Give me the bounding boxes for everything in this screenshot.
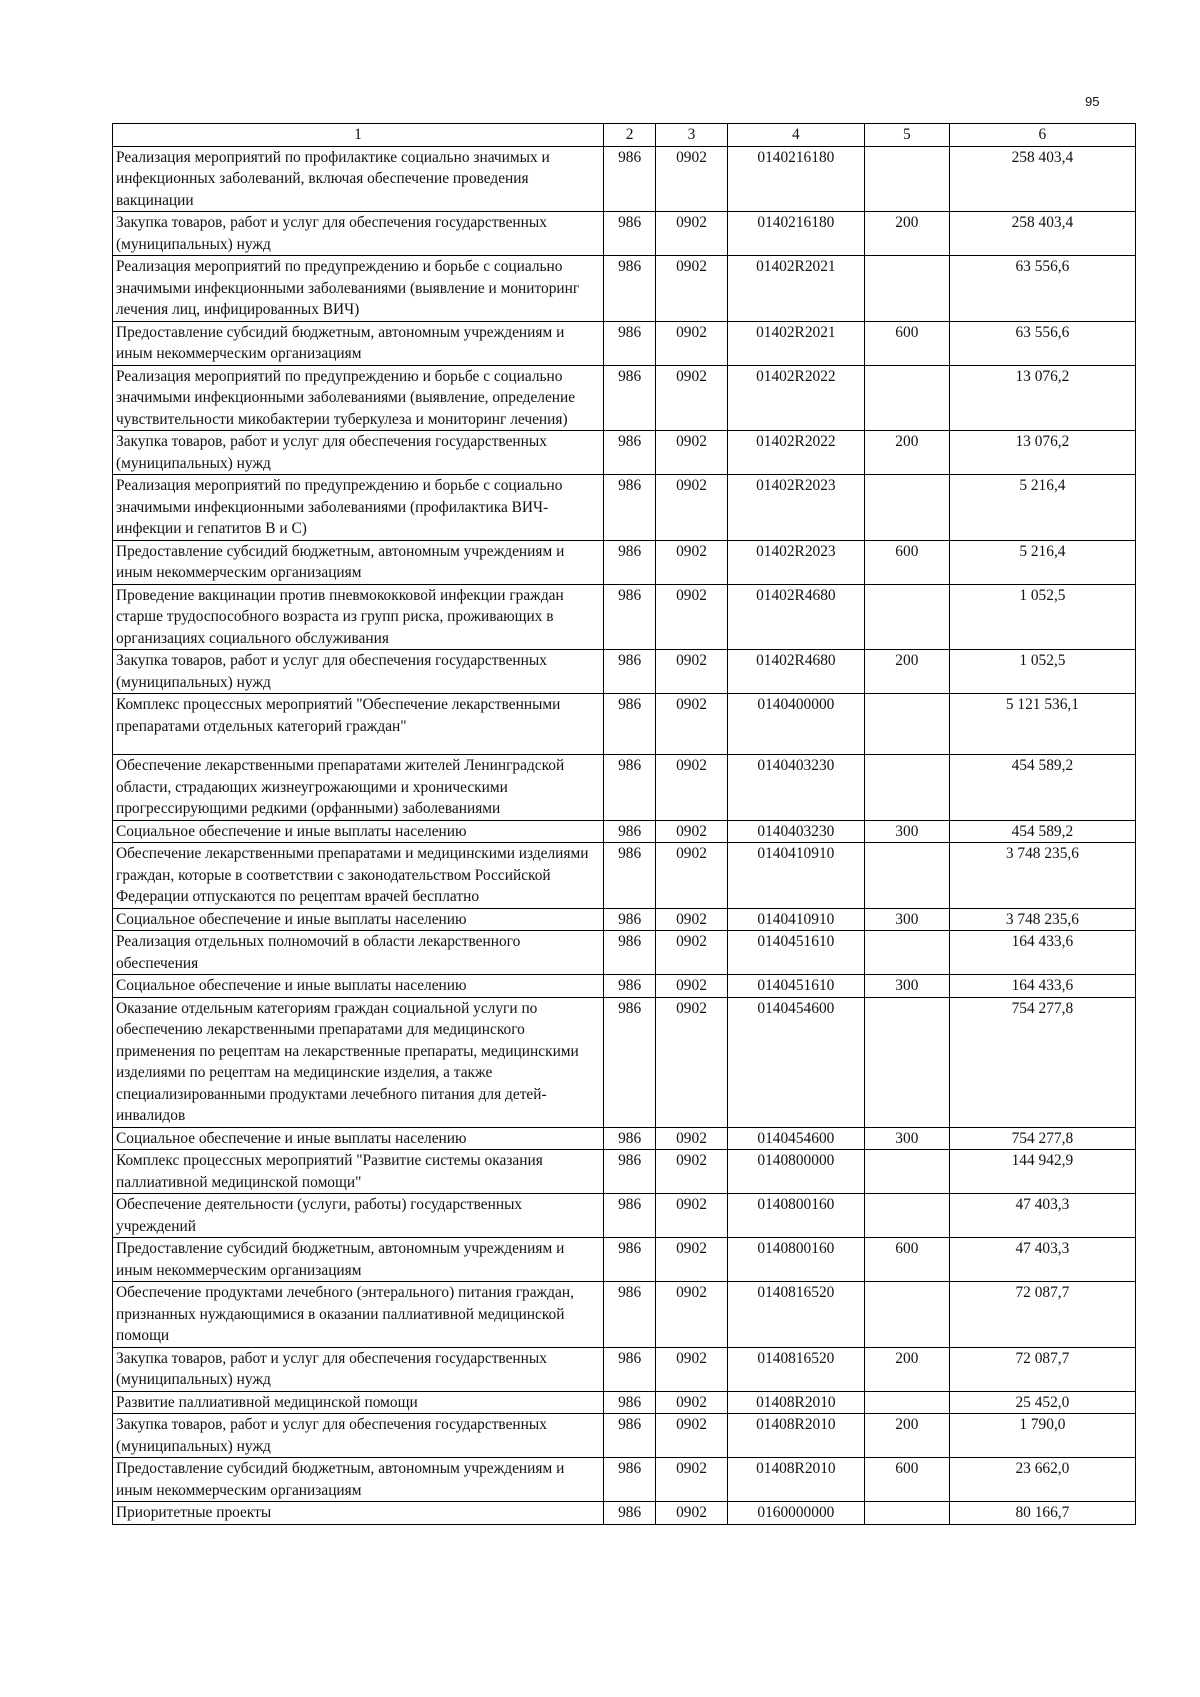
row-target-code: 0140454600	[727, 997, 864, 1127]
table-row	[113, 256, 1136, 322]
row-grbs-code: 986	[604, 1150, 656, 1194]
table-row	[113, 540, 1136, 584]
row-amount: 5 121 536,1	[949, 694, 1135, 755]
row-expense-type-code: 600	[864, 1458, 949, 1502]
row-amount: 144 942,9	[949, 1150, 1135, 1194]
row-name: Реализация отдельных полномочий в области лекарственного обеспечения	[113, 931, 604, 975]
row-amount: 3 748 235,6	[949, 908, 1135, 931]
table-row	[113, 1127, 1136, 1150]
table-row	[113, 1414, 1136, 1458]
row-section-code: 0902	[656, 1194, 728, 1238]
row-section-code: 0902	[656, 820, 728, 843]
column-header-5: 5	[864, 124, 949, 147]
row-expense-type-code: 200	[864, 431, 949, 475]
row-expense-type-code	[864, 843, 949, 909]
table-row	[113, 212, 1136, 256]
table-row	[113, 475, 1136, 541]
row-name: Обеспечение деятельности (услуги, работы) государственных учреждений	[113, 1194, 604, 1238]
row-expense-type-code: 200	[864, 212, 949, 256]
column-header-4: 4	[727, 124, 864, 147]
row-grbs-code: 986	[604, 256, 656, 322]
table-row	[113, 1282, 1136, 1348]
row-expense-type-code: 200	[864, 1414, 949, 1458]
row-section-code: 0902	[656, 997, 728, 1127]
row-section-code: 0902	[656, 1127, 728, 1150]
row-grbs-code: 986	[604, 650, 656, 694]
row-amount: 454 589,2	[949, 755, 1135, 821]
row-name: Закупка товаров, работ и услуг для обеспечения государственных (муниципальных) нужд	[113, 1347, 604, 1391]
row-target-code: 0140400000	[727, 694, 864, 755]
row-target-code: 0140410910	[727, 908, 864, 931]
row-name: Предоставление субсидий бюджетным, автономным учреждениям и иным некоммерческим организациям	[113, 1238, 604, 1282]
row-amount: 1 790,0	[949, 1414, 1135, 1458]
row-expense-type-code	[864, 584, 949, 650]
row-target-code: 0160000000	[727, 1502, 864, 1525]
row-target-code: 01402R2023	[727, 475, 864, 541]
row-amount: 454 589,2	[949, 820, 1135, 843]
row-amount: 258 403,4	[949, 212, 1135, 256]
row-amount: 13 076,2	[949, 431, 1135, 475]
row-amount: 3 748 235,6	[949, 843, 1135, 909]
table-row	[113, 1238, 1136, 1282]
row-name: Реализация мероприятий по предупреждению и борьбе с социально значимыми инфекционными заболеваниями (выявление, определение чувствительности микобактерии туберкулеза и мониторинг лечения)	[113, 365, 604, 431]
row-name: Предоставление субсидий бюджетным, автономным учреждениям и иным некоммерческим организациям	[113, 1458, 604, 1502]
row-target-code: 0140216180	[727, 146, 864, 212]
row-section-code: 0902	[656, 475, 728, 541]
row-target-code: 0140800160	[727, 1238, 864, 1282]
row-grbs-code: 986	[604, 1502, 656, 1525]
row-name: Обеспечение лекарственными препаратами и медицинскими изделиями граждан, которые в соответствии с законодательством Российской Федерации отпускаются по рецептам врачей бесплатно	[113, 843, 604, 909]
row-section-code: 0902	[656, 1502, 728, 1525]
row-name: Обеспечение продуктами лечебного (энтерального) питания граждан, признанных нуждающимися в оказании паллиативной медицинской помощи	[113, 1282, 604, 1348]
row-section-code: 0902	[656, 1150, 728, 1194]
row-name: Проведение вакцинации против пневмококковой инфекции граждан старше трудоспособного возраста из групп риска, проживающих в организациях социального обслуживания	[113, 584, 604, 650]
row-amount: 13 076,2	[949, 365, 1135, 431]
table-body	[113, 146, 1136, 1524]
row-amount: 5 216,4	[949, 540, 1135, 584]
row-grbs-code: 986	[604, 755, 656, 821]
row-grbs-code: 986	[604, 908, 656, 931]
row-name: Закупка товаров, работ и услуг для обеспечения государственных (муниципальных) нужд	[113, 1414, 604, 1458]
row-grbs-code: 986	[604, 321, 656, 365]
row-amount: 164 433,6	[949, 931, 1135, 975]
row-target-code: 0140454600	[727, 1127, 864, 1150]
row-expense-type-code	[864, 931, 949, 975]
row-target-code: 01402R2022	[727, 365, 864, 431]
row-section-code: 0902	[656, 1391, 728, 1414]
row-amount: 164 433,6	[949, 975, 1135, 998]
table-row	[113, 931, 1136, 975]
row-expense-type-code: 300	[864, 820, 949, 843]
row-grbs-code: 986	[604, 843, 656, 909]
row-target-code: 01408R2010	[727, 1391, 864, 1414]
row-section-code: 0902	[656, 584, 728, 650]
row-section-code: 0902	[656, 1347, 728, 1391]
row-name: Комплекс процессных мероприятий "Развитие системы оказания паллиативной медицинской помощи"	[113, 1150, 604, 1194]
table-row	[113, 1194, 1136, 1238]
row-name: Реализация мероприятий по профилактике социально значимых и инфекционных заболеваний, включая обеспечение проведения вакцинации	[113, 146, 604, 212]
row-target-code: 0140216180	[727, 212, 864, 256]
row-target-code: 0140451610	[727, 975, 864, 998]
table-row	[113, 431, 1136, 475]
row-expense-type-code	[864, 1391, 949, 1414]
row-section-code: 0902	[656, 431, 728, 475]
row-name: Реализация мероприятий по предупреждению и борьбе с социально значимыми инфекционными заболеваниями (профилактика ВИЧ-инфекции и гепатитов В и С)	[113, 475, 604, 541]
column-header-6: 6	[949, 124, 1135, 147]
row-amount: 258 403,4	[949, 146, 1135, 212]
row-grbs-code: 986	[604, 475, 656, 541]
row-name: Комплекс процессных мероприятий "Обеспечение лекарственными препаратами отдельных категорий граждан"	[113, 694, 604, 755]
row-amount: 1 052,5	[949, 650, 1135, 694]
row-name: Предоставление субсидий бюджетным, автономным учреждениям и иным некоммерческим организациям	[113, 321, 604, 365]
table-row	[113, 1150, 1136, 1194]
row-target-code: 01402R2022	[727, 431, 864, 475]
row-amount: 754 277,8	[949, 1127, 1135, 1150]
row-section-code: 0902	[656, 975, 728, 998]
row-grbs-code: 986	[604, 931, 656, 975]
column-header-2: 2	[604, 124, 656, 147]
row-name: Закупка товаров, работ и услуг для обеспечения государственных (муниципальных) нужд	[113, 212, 604, 256]
row-expense-type-code	[864, 146, 949, 212]
row-grbs-code: 986	[604, 365, 656, 431]
budget-table	[112, 123, 1136, 1525]
row-section-code: 0902	[656, 908, 728, 931]
row-grbs-code: 986	[604, 212, 656, 256]
row-grbs-code: 986	[604, 1194, 656, 1238]
row-target-code: 0140403230	[727, 820, 864, 843]
row-grbs-code: 986	[604, 820, 656, 843]
row-expense-type-code: 600	[864, 321, 949, 365]
row-name: Закупка товаров, работ и услуг для обеспечения государственных (муниципальных) нужд	[113, 650, 604, 694]
table-row	[113, 820, 1136, 843]
row-expense-type-code	[864, 1194, 949, 1238]
row-section-code: 0902	[656, 1238, 728, 1282]
row-target-code: 01402R2021	[727, 256, 864, 322]
table-row	[113, 843, 1136, 909]
row-section-code: 0902	[656, 1458, 728, 1502]
row-target-code: 01408R2010	[727, 1458, 864, 1502]
row-amount: 63 556,6	[949, 321, 1135, 365]
row-section-code: 0902	[656, 931, 728, 975]
row-target-code: 0140816520	[727, 1347, 864, 1391]
row-target-code: 0140410910	[727, 843, 864, 909]
row-name: Обеспечение лекарственными препаратами жителей Ленинградской области, страдающих жизнеугрожающими и хроническими прогрессирующими редкими (орфанными) заболеваниями	[113, 755, 604, 821]
row-target-code: 01402R2021	[727, 321, 864, 365]
row-target-code: 01402R4680	[727, 650, 864, 694]
row-section-code: 0902	[656, 540, 728, 584]
row-name: Развитие паллиативной медицинской помощи	[113, 1391, 604, 1414]
row-target-code: 0140816520	[727, 1282, 864, 1348]
row-grbs-code: 986	[604, 1347, 656, 1391]
row-expense-type-code: 200	[864, 1347, 949, 1391]
row-section-code: 0902	[656, 146, 728, 212]
row-target-code: 01402R2023	[727, 540, 864, 584]
row-amount: 47 403,3	[949, 1238, 1135, 1282]
table-row	[113, 584, 1136, 650]
row-section-code: 0902	[656, 321, 728, 365]
row-grbs-code: 986	[604, 997, 656, 1127]
row-section-code: 0902	[656, 212, 728, 256]
row-name: Оказание отдельным категориям граждан социальной услуги по обеспечению лекарственными препаратами для медицинского применения по рецептам на лекарственные препараты, медицинскими изделиями по рецептам на медицинские изделия, а также специализированными продуктами лечебного питания для детей-инвалидов	[113, 997, 604, 1127]
row-expense-type-code: 300	[864, 1127, 949, 1150]
table-row	[113, 975, 1136, 998]
row-grbs-code: 986	[604, 975, 656, 998]
row-expense-type-code	[864, 256, 949, 322]
table-row	[113, 650, 1136, 694]
table-header-row	[113, 124, 1136, 147]
row-section-code: 0902	[656, 650, 728, 694]
row-expense-type-code	[864, 1502, 949, 1525]
row-amount: 47 403,3	[949, 1194, 1135, 1238]
table-row	[113, 1502, 1136, 1525]
table-row	[113, 146, 1136, 212]
column-header-3: 3	[656, 124, 728, 147]
row-amount: 1 052,5	[949, 584, 1135, 650]
row-expense-type-code	[864, 755, 949, 821]
row-section-code: 0902	[656, 755, 728, 821]
table-row	[113, 694, 1136, 755]
table-row	[113, 1347, 1136, 1391]
row-section-code: 0902	[656, 1282, 728, 1348]
row-expense-type-code	[864, 365, 949, 431]
row-grbs-code: 986	[604, 1391, 656, 1414]
row-grbs-code: 986	[604, 431, 656, 475]
row-section-code: 0902	[656, 365, 728, 431]
table-row	[113, 1458, 1136, 1502]
row-expense-type-code: 600	[864, 1238, 949, 1282]
row-amount: 63 556,6	[949, 256, 1135, 322]
row-target-code: 0140800160	[727, 1194, 864, 1238]
row-expense-type-code: 600	[864, 540, 949, 584]
row-section-code: 0902	[656, 256, 728, 322]
row-section-code: 0902	[656, 843, 728, 909]
row-expense-type-code	[864, 997, 949, 1127]
row-grbs-code: 986	[604, 1282, 656, 1348]
row-section-code: 0902	[656, 694, 728, 755]
row-amount: 754 277,8	[949, 997, 1135, 1127]
row-name: Реализация мероприятий по предупреждению и борьбе с социально значимыми инфекционными заболеваниями (выявление и мониторинг лечения лиц, инфицированных ВИЧ)	[113, 256, 604, 322]
row-amount: 5 216,4	[949, 475, 1135, 541]
table-row	[113, 321, 1136, 365]
row-amount: 23 662,0	[949, 1458, 1135, 1502]
row-grbs-code: 986	[604, 1414, 656, 1458]
row-target-code: 01408R2010	[727, 1414, 864, 1458]
row-grbs-code: 986	[604, 694, 656, 755]
table-row	[113, 755, 1136, 821]
row-grbs-code: 986	[604, 1458, 656, 1502]
table-row	[113, 997, 1136, 1127]
row-grbs-code: 986	[604, 1238, 656, 1282]
row-expense-type-code	[864, 1150, 949, 1194]
row-grbs-code: 986	[604, 1127, 656, 1150]
row-target-code: 0140403230	[727, 755, 864, 821]
row-name: Социальное обеспечение и иные выплаты населению	[113, 1127, 604, 1150]
row-grbs-code: 986	[604, 146, 656, 212]
page-number: 95	[1085, 94, 1100, 109]
row-name: Социальное обеспечение и иные выплаты населению	[113, 820, 604, 843]
column-header-1: 1	[113, 124, 604, 147]
row-expense-type-code	[864, 475, 949, 541]
table-row	[113, 1391, 1136, 1414]
row-expense-type-code: 300	[864, 975, 949, 998]
row-expense-type-code	[864, 1282, 949, 1348]
row-grbs-code: 986	[604, 584, 656, 650]
row-target-code: 0140451610	[727, 931, 864, 975]
row-section-code: 0902	[656, 1414, 728, 1458]
row-name: Предоставление субсидий бюджетным, автономным учреждениям и иным некоммерческим организациям	[113, 540, 604, 584]
row-expense-type-code: 300	[864, 908, 949, 931]
row-amount: 80 166,7	[949, 1502, 1135, 1525]
row-target-code: 01402R4680	[727, 584, 864, 650]
table-row	[113, 908, 1136, 931]
row-name: Закупка товаров, работ и услуг для обеспечения государственных (муниципальных) нужд	[113, 431, 604, 475]
row-expense-type-code: 200	[864, 650, 949, 694]
row-grbs-code: 986	[604, 540, 656, 584]
row-target-code: 0140800000	[727, 1150, 864, 1194]
row-amount: 25 452,0	[949, 1391, 1135, 1414]
table-row	[113, 365, 1136, 431]
row-amount: 72 087,7	[949, 1347, 1135, 1391]
row-name: Социальное обеспечение и иные выплаты населению	[113, 975, 604, 998]
row-name: Социальное обеспечение и иные выплаты населению	[113, 908, 604, 931]
row-expense-type-code	[864, 694, 949, 755]
row-amount: 72 087,7	[949, 1282, 1135, 1348]
row-name: Приоритетные проекты	[113, 1502, 604, 1525]
